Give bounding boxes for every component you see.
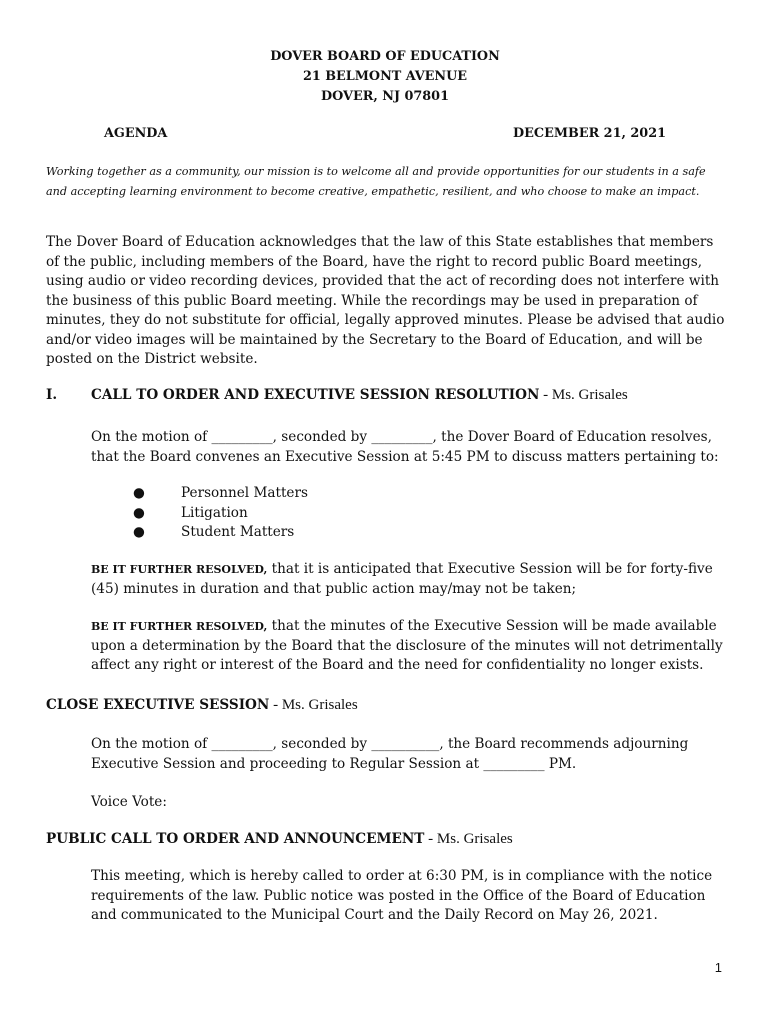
section-presenter: - Ms. Grisales [539, 387, 628, 403]
section-heading [91, 386, 628, 406]
further-resolved-lead: BE IT FURTHER RESOLVED, [91, 620, 268, 633]
section-number: I. [46, 387, 58, 403]
page-number: 1 [714, 960, 722, 975]
close-session-presenter: - Ms. Grisales [269, 697, 358, 713]
recording-acknowledgement: The Dover Board of Education acknowledges that the law of this State establishes that members of the public, including members of the Board, have the right to record public Board meetings, using audio or video recording devices, provided that the act of recording does not interfere with the business of this public Board meeting. While the recordings may be used in preparation of minutes, they do not substitute for official, legally approved minutes. Please be advised that audio and/or video images will be maintained by the Secretary to the Board of Education, and will be posted on the District website. [46, 234, 725, 367]
list-item [133, 484, 308, 504]
further-resolved-minutes [91, 617, 731, 676]
further-resolved-lead: BE IT FURTHER RESOLVED, [91, 563, 268, 576]
further-resolved-duration [91, 560, 731, 599]
header-city-state: DOVER, NJ 07801 [321, 89, 449, 104]
list-item-label: Litigation [181, 504, 248, 521]
public-call-presenter: - Ms. Grisales [424, 831, 513, 847]
bullet-icon: ● [133, 524, 145, 540]
list-item [133, 523, 308, 543]
list-item [133, 504, 308, 524]
list-item-label: Personnel Matters [181, 485, 308, 501]
header-board-name: DOVER BOARD OF EDUCATION [270, 49, 500, 64]
public-call-heading [46, 830, 513, 850]
close-session-heading [46, 696, 358, 716]
public-call-title: PUBLIC CALL TO ORDER AND ANNOUNCEMENT [46, 831, 425, 847]
section-title: CALL TO ORDER AND EXECUTIVE SESSION RESOLUTION [91, 387, 540, 403]
public-call-text: This meeting, which is hereby called to order at 6:30 PM, is in compliance with the notice requirements of the law. Public notice was posted in the Office of the Board of Education and communicated to the Municipal Court and the Daily Record on May 26, 2021. [91, 868, 713, 923]
close-session-title: CLOSE EXECUTIVE SESSION [46, 697, 270, 713]
bullet-icon: ● [133, 504, 145, 521]
matters-list [133, 484, 308, 543]
header-street-address: 21 BELMONT AVENUE [302, 69, 468, 84]
close-session-motion: On the motion of _________, seconded by __________, the Board recommends adjourning Executive Session and proceeding to Regular Session at _________ PM. [91, 736, 689, 772]
executive-session-motion: On the motion of _________, seconded by _________, the Dover Board of Education resolves, that the Board convenes an Executive Session at 5:45 PM to discuss matters pertaining to: [91, 429, 719, 465]
voice-vote-label: Voice Vote: [91, 794, 167, 810]
meeting-date: DECEMBER 21, 2021 [513, 126, 666, 141]
further-resolved-text: that the minutes of the Executive Session will be made available upon a determination by the Board that the disclosure of the minutes will not detrimentally affect any right or interest of the Board and the need for confidentiality no longer exists. [91, 618, 723, 673]
list-item-label: Student Matters [181, 524, 295, 540]
bullet-icon: ● [133, 485, 145, 501]
further-resolved-text: that it is anticipated that Executive Session will be for forty-five (45) minutes in duration and that public action may/may not be taken; [91, 561, 713, 597]
agenda-label: AGENDA [104, 126, 168, 141]
mission-statement: Working together as a community, our mission is to welcome all and provide opportunities for our students in a safe and accepting learning environment to become creative, empathetic, resilient, and who choose to make an impact. [46, 165, 706, 198]
